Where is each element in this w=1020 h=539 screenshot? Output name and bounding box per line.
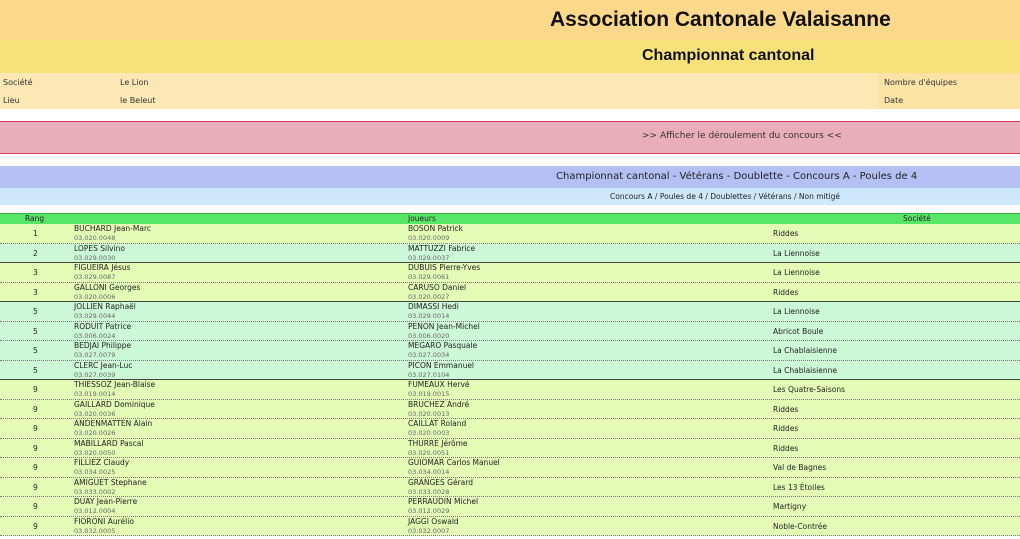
table-row [0, 244, 1020, 264]
player-2 [408, 224, 463, 242]
competition-title-bar [0, 166, 1020, 188]
player-1 [74, 361, 132, 379]
site-title: Association Cantonale Valaisanne [550, 8, 891, 31]
societe-label: Société [3, 78, 33, 87]
player-2-license: 03.020.0003 [408, 429, 450, 437]
subtitle-bar [0, 40, 1020, 73]
rank-cell: 5 [33, 365, 38, 375]
club-cell: Noble-Contrée [773, 521, 828, 531]
player-2-name: BRUCHEZ André [408, 399, 470, 409]
player-2 [408, 497, 478, 515]
player-1-name: THIESSOZ Jean-Blaise [74, 380, 156, 389]
player-2-license: 03.020.0051 [408, 448, 450, 457]
player-1 [74, 283, 140, 301]
player-1-license: 03.020.0036 [74, 409, 116, 418]
header-societe: Société [903, 214, 931, 223]
player-1 [74, 478, 147, 496]
player-2-name: PENON Jean-Michel [408, 321, 480, 331]
player-1 [74, 244, 125, 262]
player-1-name: ANDENMATTEN Alain [74, 419, 153, 428]
club-cell: La Liennoise [773, 248, 820, 258]
table-row [0, 458, 1020, 478]
player-2-license: 03.006.0020 [408, 331, 450, 340]
club-cell: Riddes [773, 287, 799, 297]
player-2-name: CAILLAT Roland [408, 419, 467, 428]
nb-equipes-label: Nombre d'équipes [884, 78, 958, 87]
player-1-name: BEDJAI Philippe [74, 341, 132, 350]
player-1-name: BUCHARD Jean-Marc [74, 224, 152, 233]
rank-cell: 5 [33, 307, 38, 316]
rank-cell: 2 [33, 248, 38, 258]
rank-cell: 3 [33, 287, 38, 297]
player-2 [408, 263, 480, 281]
player-1-license: 03.020.0050 [74, 448, 116, 457]
competition-details: Concours A / Poules de 4 / Doublettes / Vétérans / Non mitigé [610, 192, 841, 201]
player-1-name: GAILLARD Dominique [74, 399, 155, 409]
player-1-name: FILLIEZ Claudy [74, 458, 130, 467]
player-2-name: MATTUZZI Fabrice [408, 243, 476, 253]
header-joueurs: Joueurs [408, 214, 436, 223]
player-2 [408, 380, 470, 398]
table-row [0, 517, 1020, 537]
table-row [0, 263, 1020, 283]
player-1-license: 03.012.0004 [74, 507, 116, 515]
player-1-name: MABILLARD Pascal [74, 438, 144, 448]
player-2-license: 03.019.0015 [408, 390, 450, 398]
player-1-name: CLERC Jean-Luc [74, 360, 133, 370]
club-cell: Riddes [773, 443, 799, 453]
player-2 [408, 341, 477, 359]
player-1 [74, 341, 131, 359]
player-1 [74, 263, 131, 281]
player-1-license: 03.033.0002 [74, 487, 116, 496]
player-1 [74, 302, 136, 320]
table-row [0, 361, 1020, 381]
player-1-name: FIGUEIRA Jésus [74, 263, 131, 272]
club-cell: Riddes [773, 404, 799, 414]
player-1-license: 03.027.0079 [74, 351, 116, 359]
player-1 [74, 322, 131, 340]
competition-details-bar [0, 188, 1020, 205]
club-cell: Martigny [773, 502, 807, 511]
player-1 [74, 517, 134, 535]
toggle-progress-button[interactable] [0, 121, 1020, 154]
player-1-license: 03.020.0026 [74, 429, 116, 437]
site-header [0, 0, 1020, 40]
event-info [0, 73, 1020, 109]
player-2 [408, 400, 469, 418]
player-1-name: LOPES Silvino [74, 243, 126, 253]
rank-cell: 1 [33, 229, 38, 238]
table-row [0, 224, 1020, 244]
player-2-name: DIMASSI Hedi [408, 302, 459, 311]
table-body [0, 224, 1020, 536]
player-2-name: GRANGES Gérard [408, 477, 473, 487]
player-2-license: 03.020.0013 [408, 409, 450, 418]
table-row [0, 439, 1020, 459]
player-2-license: 03.032.0007 [408, 526, 450, 535]
player-1-license: 03.006.0024 [74, 331, 116, 340]
rank-cell: 9 [33, 404, 38, 414]
player-1-license: 03.029.0044 [74, 312, 116, 320]
table-row [0, 419, 1020, 439]
player-2 [408, 517, 459, 535]
player-1 [74, 400, 155, 418]
player-2-name: PICON Emmanuel [408, 360, 475, 370]
player-2-name: THURRE Jérôme [408, 438, 468, 448]
rank-cell: 9 [33, 482, 38, 492]
table-row [0, 380, 1020, 400]
player-2 [408, 322, 480, 340]
date-label: Date [884, 96, 904, 105]
club-cell: La Chablaisienne [773, 365, 837, 375]
player-2 [408, 419, 466, 437]
rank-cell: 9 [33, 424, 38, 433]
table-row [0, 341, 1020, 361]
table-row [0, 400, 1020, 420]
table-row [0, 478, 1020, 498]
club-cell: Riddes [773, 229, 799, 238]
club-cell: La Liennoise [773, 268, 820, 277]
page-subtitle: Championnat cantonal [642, 47, 815, 64]
player-2-name: CARUSO Daniel [408, 282, 467, 292]
rank-cell: 9 [33, 463, 38, 472]
player-1-license: 03.034.0025 [74, 468, 116, 476]
player-2 [408, 283, 466, 301]
player-2-license: 03.020.0027 [408, 292, 450, 301]
player-2-name: FUMEAUX Hervé [408, 380, 470, 389]
club-cell: Les Quatre-Saisons [773, 385, 845, 394]
rank-cell: 9 [33, 385, 38, 394]
rank-cell: 5 [33, 326, 38, 336]
player-2-name: JAGGI Oswald [408, 516, 459, 526]
player-1-license: 03.027.0039 [74, 370, 116, 379]
player-1 [74, 439, 143, 457]
player-1 [74, 419, 152, 437]
player-2-license: 03.027.0104 [408, 370, 450, 379]
rank-cell: 5 [33, 346, 38, 355]
player-2-license: 03.020.0009 [408, 234, 450, 242]
player-2 [408, 302, 459, 320]
player-1 [74, 458, 129, 476]
player-1-license: 03.032.0005 [74, 526, 116, 535]
header-rang: Rang [25, 214, 45, 223]
player-2-name: BOSON Patrick [408, 224, 463, 233]
player-2-license: 03.012.0029 [408, 507, 450, 515]
table-header [0, 213, 1020, 224]
club-cell: Abricot Boule [773, 326, 824, 336]
player-2-license: 03.027.0034 [408, 351, 450, 359]
player-2 [408, 244, 475, 262]
rank-cell: 9 [33, 502, 38, 511]
player-1-name: GALLONI Georges [74, 282, 141, 292]
player-1-license: 03.020.0006 [74, 292, 116, 301]
table-row [0, 497, 1020, 517]
player-2-name: GUIOMAR Carlos Manuel [408, 458, 500, 467]
player-1-license: 03.029.0030 [74, 253, 116, 262]
toggle-progress-label[interactable]: >> Afficher le déroulement du concours << [642, 131, 842, 141]
club-cell: Val de Bagnes [773, 463, 827, 472]
player-2-license: 03.029.0037 [408, 253, 450, 262]
player-2-name: MEGARO Pasquale [408, 341, 478, 350]
player-2-license: 03.029.0061 [408, 273, 450, 281]
player-2-license: 03.034.0014 [408, 468, 450, 476]
competition-title: Championnat cantonal - Vétérans - Doublette - Concours A - Poules de 4 [556, 171, 918, 182]
player-1 [74, 380, 155, 398]
lieu-label: Lieu [3, 96, 20, 105]
table-row [0, 283, 1020, 303]
results-table [0, 213, 1020, 536]
rank-cell: 3 [33, 268, 38, 277]
player-2 [408, 478, 473, 496]
lieu-value: le Beleut [120, 96, 156, 105]
player-2-name: DUBUIS Pierre-Yves [408, 263, 481, 272]
player-1-name: DUAY Jean-Pierre [74, 497, 138, 506]
player-1-name: JOLLIEN Raphaël [74, 302, 136, 311]
player-1-license: 03.019.0014 [74, 390, 116, 398]
club-cell: La Chablaisienne [773, 346, 837, 355]
player-1 [74, 224, 151, 242]
table-row [0, 322, 1020, 342]
player-2 [408, 458, 500, 476]
club-cell: La Liennoise [773, 307, 820, 316]
player-1-name: FIORONI Aurélio [74, 516, 134, 526]
club-cell: Riddes [773, 424, 799, 433]
table-row [0, 302, 1020, 322]
player-1-name: AMIGUET Stephane [74, 477, 147, 487]
societe-value: Le Lion [120, 78, 149, 87]
player-2 [408, 439, 468, 457]
rank-cell: 9 [33, 443, 38, 453]
player-1-license: 03.020.0048 [74, 234, 116, 242]
club-cell: Les 13 Étoiles [773, 482, 825, 492]
rank-cell: 9 [33, 521, 38, 531]
player-2-license: 03.033.0028 [408, 487, 450, 496]
player-2-name: PERRAUDIN Michel [408, 497, 479, 506]
player-1-name: RODUIT Patrice [74, 321, 132, 331]
player-1-license: 03.029.0087 [74, 273, 116, 281]
player-1 [74, 497, 137, 515]
player-2-license: 03.029.0014 [408, 312, 450, 320]
player-2 [408, 361, 474, 379]
